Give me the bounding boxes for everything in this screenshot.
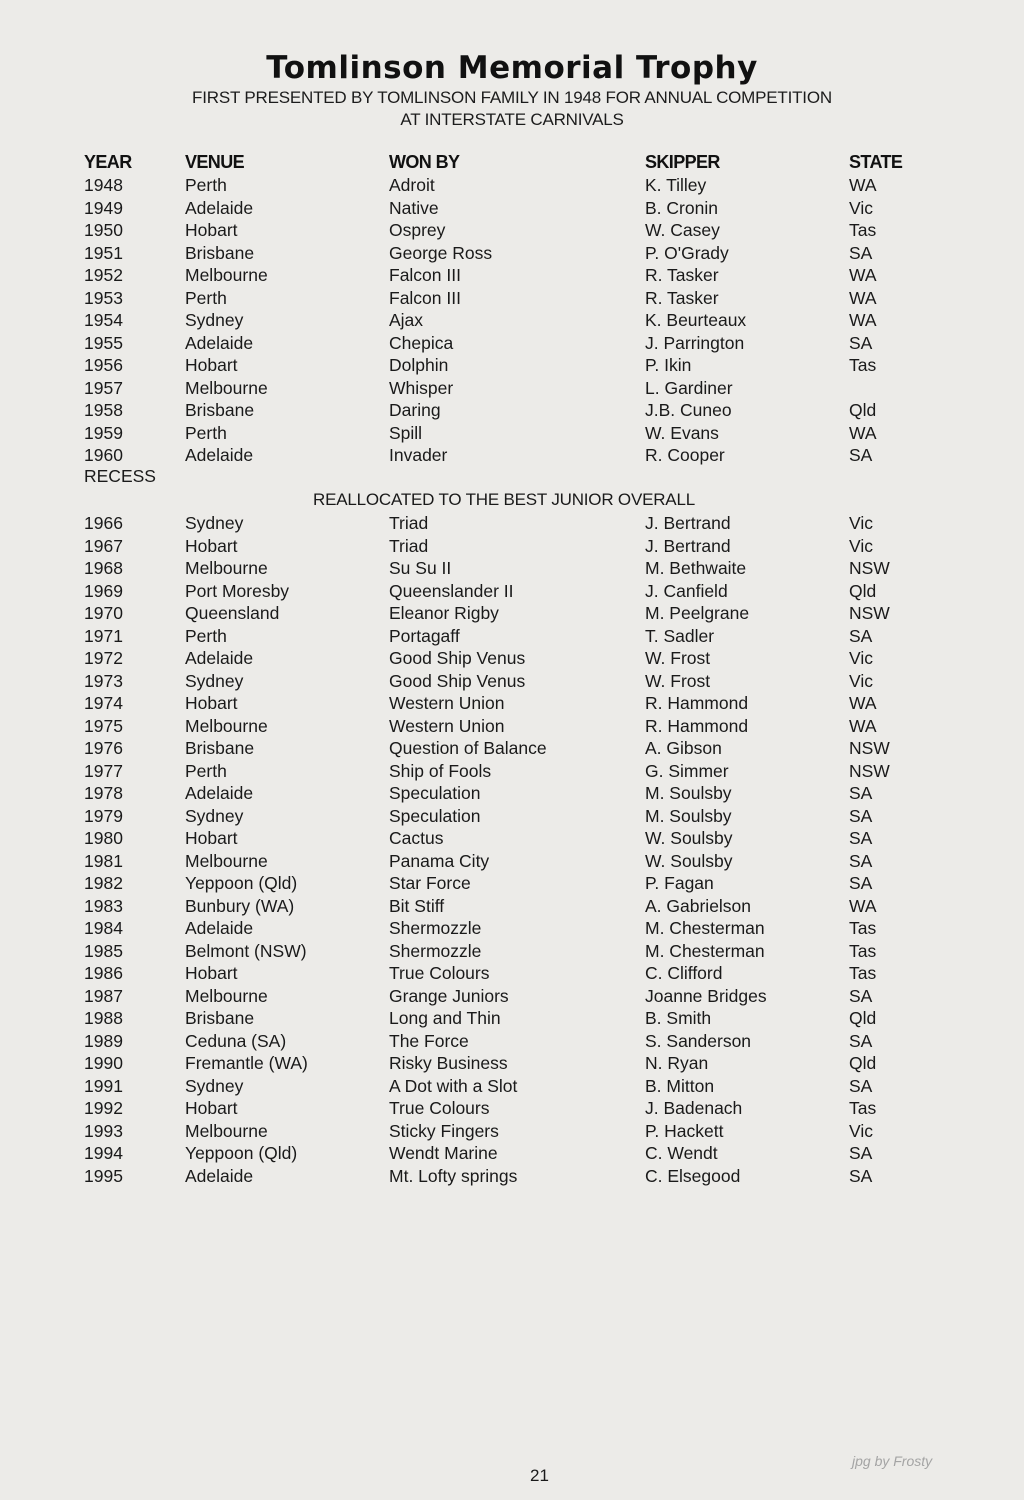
- cell-skipper: W. Frost: [645, 670, 711, 691]
- cell-year: 1977: [84, 760, 123, 781]
- table-row: [0, 941, 1024, 963]
- cell-state: WA: [849, 310, 877, 330]
- cell-won-by: Eleanor Rigby: [389, 603, 499, 623]
- cell-state: Tas: [849, 963, 877, 983]
- cell-won-by: Ajax: [389, 310, 424, 330]
- cell-state: Qld: [849, 400, 877, 420]
- cell-won-by: A Dot with a Slot: [389, 1075, 518, 1096]
- cell-state: SA: [849, 828, 873, 848]
- cell-venue: Fremantle (WA): [185, 1053, 308, 1073]
- cell-state: Qld: [849, 1008, 877, 1028]
- cell-won-by: Falcon III: [389, 287, 461, 308]
- cell-year: 1970: [84, 603, 123, 623]
- cell-state: Tas: [849, 355, 877, 375]
- cell-state: WA: [849, 715, 877, 736]
- cell-won-by: Su Su II: [389, 558, 452, 578]
- cell-year: 1975: [84, 715, 123, 736]
- cell-year: 1960: [84, 445, 123, 465]
- cell-state: WA: [849, 693, 877, 713]
- cell-venue: Brisbane: [185, 400, 255, 420]
- cell-year: 1967: [84, 535, 123, 556]
- table-row: [0, 783, 1024, 805]
- cell-year: 1973: [84, 670, 123, 691]
- header-year: YEAR: [84, 152, 132, 172]
- cell-skipper: J. Parrington: [645, 332, 745, 353]
- cell-year: 1956: [84, 355, 123, 375]
- cell-won-by: Star Force: [389, 873, 471, 893]
- cell-venue: Melbourne: [185, 1120, 268, 1141]
- cell-venue: Melbourne: [185, 558, 268, 578]
- cell-won-by: George Ross: [389, 242, 493, 263]
- cell-state: SA: [849, 445, 873, 465]
- cell-skipper: R. Tasker: [645, 287, 719, 308]
- cell-state: Tas: [849, 220, 877, 240]
- table-row: [0, 603, 1024, 625]
- cell-venue: Hobart: [185, 535, 238, 556]
- cell-venue: Brisbane: [185, 738, 255, 758]
- table-row: [0, 220, 1024, 242]
- cell-year: 1991: [84, 1075, 123, 1096]
- cell-year: 1980: [84, 828, 123, 848]
- cell-venue: Adelaide: [185, 197, 254, 218]
- cell-won-by: Panama City: [389, 850, 490, 871]
- cell-venue: Brisbane: [185, 1008, 255, 1028]
- cell-skipper: C. Clifford: [645, 963, 723, 983]
- table-row: [0, 806, 1024, 828]
- subtitle-line-2: AT INTERSTATE CARNIVALS: [400, 110, 624, 129]
- cell-state: SA: [849, 873, 873, 893]
- cell-won-by: Risky Business: [389, 1053, 508, 1073]
- table-row: [0, 243, 1024, 265]
- table-row: [0, 445, 1024, 467]
- cell-year: 1994: [84, 1143, 123, 1163]
- cell-state: SA: [849, 1075, 873, 1096]
- cell-skipper: B. Smith: [645, 1008, 712, 1028]
- cell-won-by: Triad: [389, 535, 429, 556]
- cell-state: SA: [849, 625, 873, 646]
- cell-year: 1952: [84, 265, 123, 285]
- cell-venue: Melbourne: [185, 715, 268, 736]
- cell-skipper: M. Chesterman: [645, 918, 765, 938]
- cell-won-by: Invader: [389, 445, 448, 465]
- cell-skipper: C. Elsegood: [645, 1165, 741, 1186]
- cell-won-by: Sticky Fingers: [389, 1120, 499, 1141]
- cell-won-by: Dolphin: [389, 355, 449, 375]
- cell-state: NSW: [849, 760, 890, 781]
- cell-state: Vic: [849, 513, 873, 533]
- cell-year: 1984: [84, 918, 123, 938]
- cell-venue: Melbourne: [185, 850, 268, 871]
- table-row: [0, 1008, 1024, 1030]
- table-row: [0, 1121, 1024, 1143]
- cell-state: Vic: [849, 670, 873, 691]
- table-row: [0, 1031, 1024, 1053]
- cell-year: 1985: [84, 940, 123, 961]
- cell-state: WA: [849, 265, 877, 285]
- cell-skipper: L. Gardiner: [645, 377, 733, 398]
- cell-year: 1993: [84, 1120, 123, 1141]
- cell-state: WA: [849, 287, 877, 308]
- cell-year: 1972: [84, 648, 123, 668]
- cell-skipper: W. Soulsby: [645, 850, 733, 871]
- cell-venue: Port Moresby: [185, 580, 290, 601]
- cell-skipper: J. Canfield: [645, 580, 728, 601]
- cell-venue: Sydney: [185, 310, 244, 330]
- header-skipper: SKIPPER: [645, 152, 720, 172]
- cell-won-by: Osprey: [389, 220, 446, 240]
- cell-won-by: True Colours: [389, 1098, 490, 1118]
- cell-venue: Adelaide: [185, 648, 254, 668]
- cell-year: 1966: [84, 513, 123, 533]
- cell-year: 1954: [84, 310, 123, 330]
- cell-won-by: Question of Balance: [389, 738, 547, 758]
- cell-venue: Adelaide: [185, 918, 254, 938]
- table-row: [0, 1098, 1024, 1120]
- cell-venue: Perth: [185, 175, 227, 195]
- table-row: [0, 355, 1024, 377]
- cell-won-by: Native: [389, 197, 439, 218]
- cell-skipper: A. Gibson: [645, 738, 722, 758]
- cell-venue: Hobart: [185, 220, 238, 240]
- cell-won-by: Chepica: [389, 332, 454, 353]
- cell-venue: Ceduna (SA): [185, 1030, 287, 1051]
- cell-won-by: Bit Stiff: [389, 895, 445, 916]
- cell-year: 1978: [84, 783, 123, 803]
- cell-state: Vic: [849, 197, 873, 218]
- cell-year: 1989: [84, 1030, 123, 1051]
- table-row: [0, 626, 1024, 648]
- cell-won-by: Shermozzle: [389, 940, 482, 961]
- header-won-by: WON BY: [389, 152, 460, 172]
- cell-state: WA: [849, 895, 877, 916]
- cell-won-by: Shermozzle: [389, 918, 482, 938]
- cell-state: SA: [849, 850, 873, 871]
- table-row: [0, 671, 1024, 693]
- cell-state: SA: [849, 1143, 873, 1163]
- cell-skipper: J.B. Cuneo: [645, 400, 732, 420]
- table-row: [0, 1076, 1024, 1098]
- table-row: [0, 918, 1024, 940]
- cell-year: 1955: [84, 332, 123, 353]
- cell-venue: Hobart: [185, 828, 238, 848]
- cell-state: SA: [849, 332, 873, 353]
- cell-skipper: M. Chesterman: [645, 940, 765, 961]
- cell-venue: Sydney: [185, 1075, 244, 1096]
- cell-state: NSW: [849, 603, 890, 623]
- cell-state: Tas: [849, 918, 877, 938]
- cell-state: SA: [849, 805, 873, 826]
- cell-skipper: K. Beurteaux: [645, 310, 747, 330]
- cell-won-by: Good Ship Venus: [389, 670, 526, 691]
- cell-won-by: Speculation: [389, 805, 481, 826]
- scan-credit: jpg by Frosty: [852, 1453, 933, 1469]
- table-row: [0, 873, 1024, 895]
- table-row: [0, 378, 1024, 400]
- table-row: [0, 198, 1024, 220]
- cell-year: 1983: [84, 895, 123, 916]
- cell-year: 1995: [84, 1165, 123, 1186]
- table-row: [0, 175, 1024, 197]
- cell-won-by: Mt. Lofty springs: [389, 1165, 518, 1186]
- cell-won-by: Triad: [389, 513, 429, 533]
- cell-state: Qld: [849, 1053, 877, 1073]
- table-row: [0, 851, 1024, 873]
- cell-venue: Adelaide: [185, 783, 254, 803]
- table-row: [0, 716, 1024, 738]
- cell-state: SA: [849, 783, 873, 803]
- cell-year: 1953: [84, 287, 123, 308]
- cell-skipper: K. Tilley: [645, 175, 707, 195]
- cell-venue: Yeppoon (Qld): [185, 1143, 298, 1163]
- table-row: [0, 1053, 1024, 1075]
- cell-skipper: M. Soulsby: [645, 783, 732, 803]
- table-row: [0, 1166, 1024, 1188]
- table-row: [0, 828, 1024, 850]
- cell-skipper: R. Hammond: [645, 693, 749, 713]
- cell-venue: Perth: [185, 422, 227, 443]
- cell-venue: Sydney: [185, 805, 244, 826]
- cell-year: 1950: [84, 220, 123, 240]
- cell-skipper: R. Tasker: [645, 265, 719, 285]
- cell-venue: Adelaide: [185, 332, 254, 353]
- cell-skipper: G. Simmer: [645, 760, 729, 781]
- cell-venue: Sydney: [185, 670, 244, 691]
- cell-state: Vic: [849, 648, 873, 668]
- table-row: [0, 648, 1024, 670]
- cell-skipper: J. Badenach: [645, 1098, 743, 1118]
- cell-year: 1992: [84, 1098, 123, 1118]
- table-row: [0, 265, 1024, 287]
- cell-won-by: Western Union: [389, 715, 505, 736]
- cell-state: Vic: [849, 1120, 873, 1141]
- cell-skipper: W. Casey: [645, 220, 720, 240]
- table-row: [0, 1143, 1024, 1165]
- table-row: [0, 558, 1024, 580]
- cell-year: 1948: [84, 175, 123, 195]
- cell-venue: Adelaide: [185, 445, 254, 465]
- cell-skipper: M. Soulsby: [645, 805, 732, 826]
- cell-skipper: W. Soulsby: [645, 828, 733, 848]
- cell-state: Qld: [849, 580, 877, 601]
- table-row: [0, 693, 1024, 715]
- table-row: [0, 288, 1024, 310]
- cell-year: 1959: [84, 422, 123, 443]
- cell-won-by: True Colours: [389, 963, 490, 983]
- cell-skipper: C. Wendt: [645, 1143, 718, 1163]
- recess-label: RECESS: [84, 466, 156, 486]
- cell-skipper: A. Gabrielson: [645, 895, 752, 916]
- cell-state: WA: [849, 422, 877, 443]
- cell-year: 1971: [84, 625, 123, 646]
- cell-venue: Melbourne: [185, 985, 268, 1006]
- cell-won-by: Spill: [389, 422, 423, 443]
- table-row: [0, 761, 1024, 783]
- cell-venue: Hobart: [185, 355, 238, 375]
- table-row: [0, 581, 1024, 603]
- cell-skipper: W. Frost: [645, 648, 711, 668]
- cell-year: 1982: [84, 873, 123, 893]
- cell-year: 1990: [84, 1053, 123, 1073]
- cell-state: NSW: [849, 558, 890, 578]
- cell-venue: Hobart: [185, 1098, 238, 1118]
- table-row: [0, 423, 1024, 445]
- header-venue: VENUE: [185, 152, 245, 172]
- cell-venue: Belmont (NSW): [185, 940, 307, 961]
- reallocated-label: REALLOCATED TO THE BEST JUNIOR OVERALL: [313, 490, 695, 509]
- cell-state: SA: [849, 242, 873, 263]
- cell-state: SA: [849, 985, 873, 1006]
- cell-venue: Perth: [185, 287, 227, 308]
- cell-year: 1958: [84, 400, 123, 420]
- cell-venue: Bunbury (WA): [185, 895, 295, 916]
- cell-skipper: N. Ryan: [645, 1053, 709, 1073]
- cell-won-by: Adroit: [389, 175, 435, 195]
- cell-state: Vic: [849, 535, 873, 556]
- cell-skipper: S. Sanderson: [645, 1030, 752, 1051]
- cell-state: NSW: [849, 738, 890, 758]
- cell-won-by: The Force: [389, 1030, 469, 1051]
- cell-year: 1986: [84, 963, 123, 983]
- cell-venue: Yeppoon (Qld): [185, 873, 298, 893]
- cell-year: 1969: [84, 580, 123, 601]
- cell-state: Tas: [849, 1098, 877, 1118]
- cell-state: SA: [849, 1165, 873, 1186]
- table-row: [0, 400, 1024, 422]
- cell-skipper: Joanne Bridges: [645, 985, 767, 1006]
- table-row: [0, 738, 1024, 760]
- cell-year: 1987: [84, 985, 123, 1006]
- cell-won-by: Daring: [389, 400, 441, 420]
- cell-year: 1976: [84, 738, 123, 758]
- cell-won-by: Long and Thin: [389, 1008, 501, 1028]
- cell-skipper: M. Bethwaite: [645, 558, 747, 578]
- cell-venue: Adelaide: [185, 1165, 254, 1186]
- cell-state: WA: [849, 175, 877, 195]
- cell-venue: Hobart: [185, 963, 238, 983]
- cell-won-by: Grange Juniors: [389, 985, 509, 1006]
- cell-skipper: P. Hackett: [645, 1120, 724, 1141]
- table-row: [0, 310, 1024, 332]
- cell-skipper: J. Bertrand: [645, 535, 731, 556]
- cell-year: 1968: [84, 558, 123, 578]
- table-row: [0, 536, 1024, 558]
- cell-year: 1957: [84, 377, 123, 398]
- cell-won-by: Ship of Fools: [389, 760, 492, 781]
- cell-skipper: P. Fagan: [645, 873, 714, 893]
- page-number: 21: [530, 1466, 549, 1485]
- cell-won-by: Western Union: [389, 693, 505, 713]
- cell-venue: Brisbane: [185, 242, 255, 263]
- cell-state: Tas: [849, 940, 877, 961]
- cell-skipper: J. Bertrand: [645, 513, 731, 533]
- cell-skipper: T. Sadler: [645, 625, 715, 646]
- cell-year: 1981: [84, 850, 123, 871]
- cell-skipper: P. Ikin: [645, 355, 692, 375]
- cell-skipper: W. Evans: [645, 422, 719, 443]
- cell-won-by: Falcon III: [389, 265, 461, 285]
- cell-state: SA: [849, 1030, 873, 1051]
- cell-won-by: Whisper: [389, 377, 454, 398]
- cell-won-by: Portagaff: [389, 625, 460, 646]
- table-row: [0, 513, 1024, 535]
- cell-won-by: Wendt Marine: [389, 1143, 498, 1163]
- cell-venue: Melbourne: [185, 377, 268, 398]
- cell-won-by: Good Ship Venus: [389, 648, 526, 668]
- cell-venue: Sydney: [185, 513, 244, 533]
- cell-year: 1974: [84, 693, 123, 713]
- cell-year: 1949: [84, 197, 123, 218]
- cell-venue: Melbourne: [185, 265, 268, 285]
- cell-won-by: Queenslander II: [389, 580, 514, 601]
- cell-won-by: Speculation: [389, 783, 481, 803]
- cell-skipper: B. Mitton: [645, 1075, 715, 1096]
- subtitle-line-1: FIRST PRESENTED BY TOMLINSON FAMILY IN 1948 FOR ANNUAL COMPETITION: [192, 88, 832, 107]
- cell-venue: Perth: [185, 625, 227, 646]
- table-row: [0, 963, 1024, 985]
- page-title: Tomlinson Memorial Trophy: [266, 50, 758, 86]
- table-row: [0, 333, 1024, 355]
- table-row: [0, 896, 1024, 918]
- cell-skipper: R. Hammond: [645, 715, 749, 736]
- cell-skipper: B. Cronin: [645, 197, 718, 218]
- cell-year: 1951: [84, 242, 123, 263]
- cell-year: 1979: [84, 805, 123, 826]
- cell-venue: Perth: [185, 760, 227, 781]
- cell-skipper: R. Cooper: [645, 445, 725, 465]
- table-row: [0, 986, 1024, 1008]
- cell-venue: Hobart: [185, 693, 238, 713]
- cell-year: 1988: [84, 1008, 123, 1028]
- cell-skipper: P. O'Grady: [645, 242, 729, 263]
- cell-won-by: Cactus: [389, 828, 444, 848]
- cell-skipper: M. Peelgrane: [645, 603, 750, 623]
- cell-venue: Queensland: [185, 603, 280, 623]
- header-state: STATE: [849, 152, 903, 172]
